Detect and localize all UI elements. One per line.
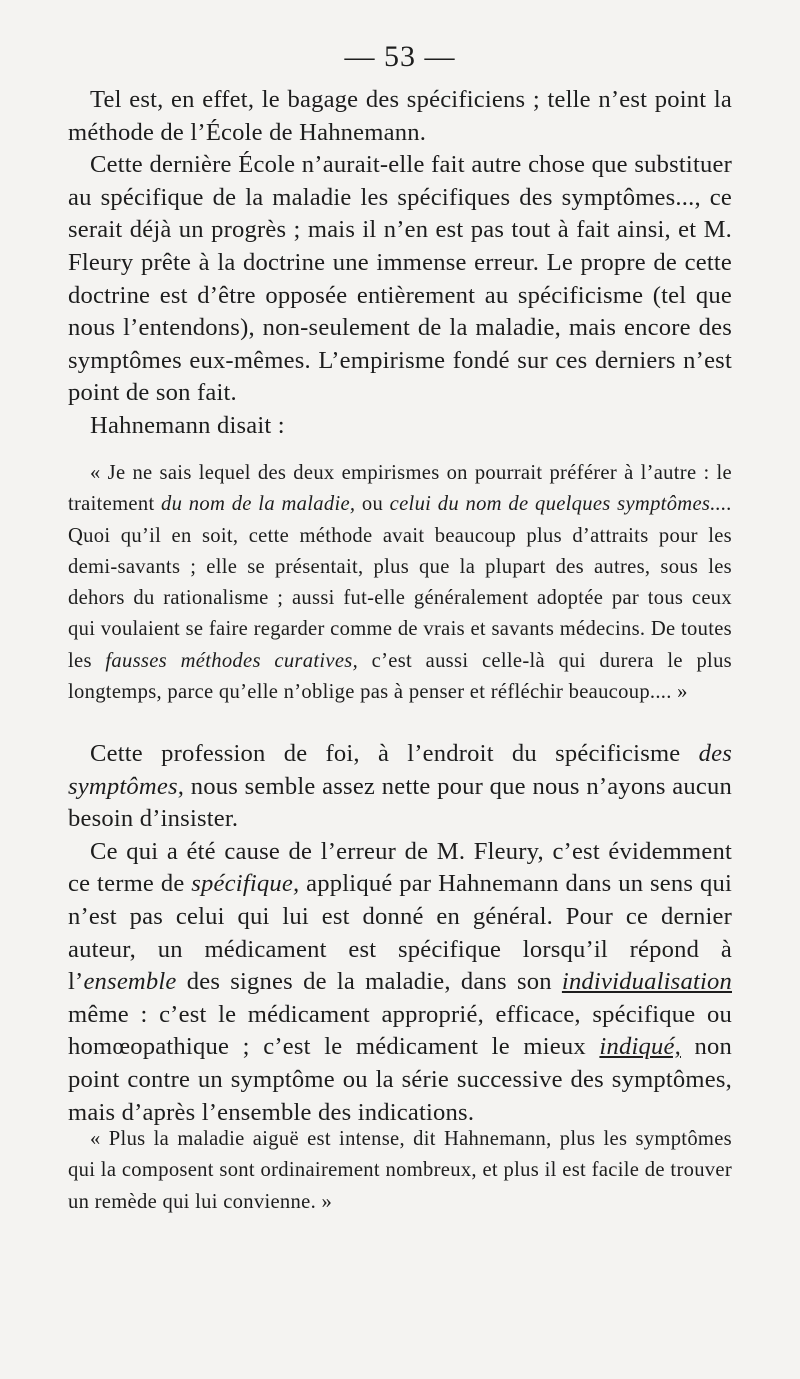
top-paragraphs bbox=[68, 84, 732, 443]
lower-paragraphs bbox=[68, 738, 732, 1129]
text-segment: Cette profession de foi, à l’endroit du spécificisme bbox=[90, 740, 699, 767]
quote-italic-segment: fausses méthodes curatives, bbox=[105, 649, 359, 672]
text-segment: des signes de la maladie, dans son bbox=[176, 968, 562, 996]
quote-segment: Quoi qu’il en soit, cette méthode avait beaucoup plus d’attraits pour les demi-savants ; elle se présentait, plus que la plupart des autres, sous les dehors du rationalisme ; aussi fut-elle généralement adoptée par tous ceux qui voulaient se faire regarder comme de vrais et savants médecins. De toutes les bbox=[68, 524, 732, 672]
text-segment: appliqué par Hahnemann dans un sens qui n’est pas celui qui lui est donné en général. Pour ce dernier auteur, un médicament est spécifique lorsqu’il répond à l’ bbox=[68, 870, 733, 996]
paragraph-derniere-ecole: Cette dernière École n’aurait-elle fait autre chose que substituer au spécifique de la maladie les spécifiques des symptômes..., ce serait déjà un progrès ; mais il n’en est pas tout à fait ainsi, et M. Fleury prête à la doctrine une immense erreur. Le propre de cette doctrine est d’être opposée entièrement au spécificisme (tel que nous l’entendons), non-seulement de la maladie, mais encore des symptômes eux-mêmes. L’empirisme fondé sur ces derniers n’est point de son fait. bbox=[68, 151, 732, 407]
paragraph-cause-erreur bbox=[68, 836, 732, 1129]
quote-text: « Plus la maladie aiguë est intense, dit Hahnemann, plus les symptômes qui la composent sont ordinairement nombreux, et plus il est facile de trouver un remède qui lui convienne. » bbox=[68, 1128, 732, 1213]
quote-text bbox=[68, 458, 732, 708]
quote-italic-segment: du nom de la maladie, bbox=[161, 493, 356, 516]
quote-hahnemann-empirisme bbox=[68, 458, 732, 708]
quote-segment: « Je ne sais lequel des deux empirismes on pourrait préférer à l’autre : le traitement bbox=[68, 462, 732, 516]
quote-segment: c’est aussi celle-là qui durera le plus longtemps, parce qu’elle n’oblige pas à penser et réfléchir beaucoup.... » bbox=[68, 649, 732, 704]
quote-italic-segment: celui du nom de quelques symptômes.... bbox=[389, 493, 733, 516]
text-segment: même : c’est le médicament approprié, efficace, spécifique ou homœopathique ; c’est le médicament le mieux bbox=[68, 1000, 732, 1061]
text-segment: nous semble assez nette pour que nous n’ayons aucun besoin d’insister. bbox=[68, 772, 732, 833]
paragraph-hahnemann-disait: Hahnemann disait : bbox=[90, 411, 285, 439]
italic-segment: spécifique, bbox=[191, 870, 300, 898]
text-segment: non point contre un symptôme ou la série successive des symptômes, mais d’après l’ensemble des indications. bbox=[68, 1033, 733, 1126]
paragraph-profession-de-foi bbox=[68, 738, 732, 836]
paragraph-bagage: Tel est, en effet, le bagage des spécificiens ; telle n’est point la méthode de l’École de Hahnemann. bbox=[68, 86, 732, 146]
text-segment: Ce qui a été cause de l’erreur de M. Fleury, c’est évidemment ce terme de bbox=[68, 837, 732, 898]
quote-segment: ou bbox=[355, 493, 390, 516]
page-number: — 53 — bbox=[344, 40, 456, 73]
italic-segment: indiqué, bbox=[599, 1033, 681, 1061]
italic-segment: ensemble bbox=[83, 968, 177, 996]
italic-segment: des symptômes, bbox=[68, 740, 732, 800]
quote-maladie-aigue bbox=[68, 1124, 732, 1218]
italic-segment: individualisation bbox=[561, 968, 732, 996]
